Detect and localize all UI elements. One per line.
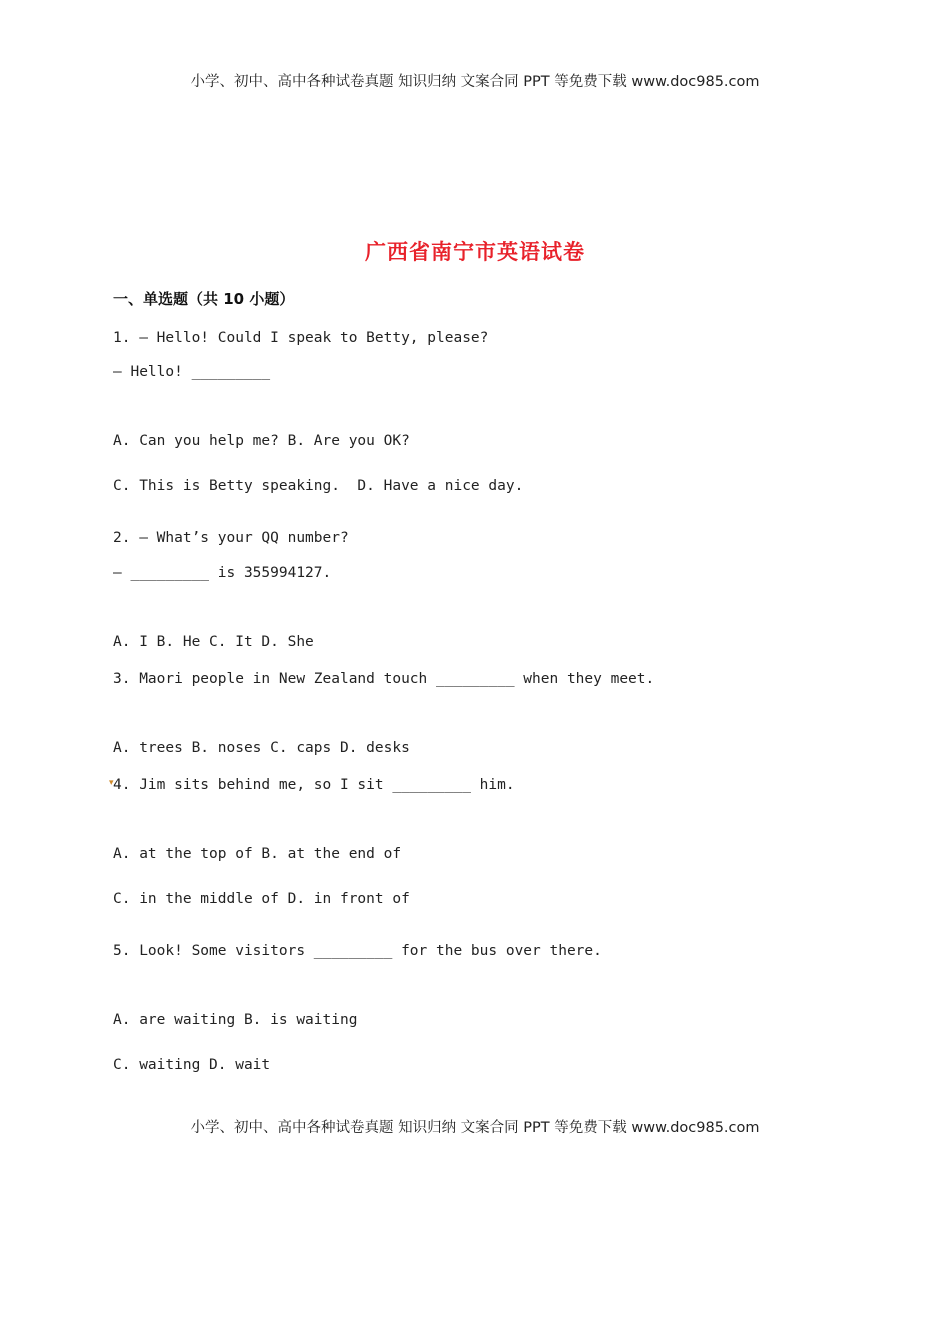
question-2-options: A. I B. He C. It D. She bbox=[113, 634, 314, 650]
question-3-prompt: 3. Maori people in New Zealand touch _________ when they meet. bbox=[113, 671, 655, 687]
question-5-options-ab: A. are waiting B. is waiting bbox=[113, 1012, 358, 1028]
question-5-prompt: 5. Look! Some visitors _________ for the bus over there. bbox=[113, 943, 602, 959]
question-4-options-ab: A. at the top of B. at the end of bbox=[113, 846, 402, 862]
question-1-options-cd: C. This is Betty speaking. D. Have a nice day. bbox=[113, 478, 524, 494]
question-2-reply: — _________ is 355994127. bbox=[113, 565, 332, 581]
page-header-banner: 小学、初中、高中各种试卷真题 知识归纳 文案合同 PPT 等免费下载 www.doc985.com bbox=[190, 74, 760, 90]
document-title: 广西省南宁市英语试卷 bbox=[365, 239, 585, 264]
question-4-prompt: 4. Jim sits behind me, so I sit _________ him. bbox=[113, 777, 515, 793]
question-5-options-cd: C. waiting D. wait bbox=[113, 1057, 271, 1073]
page-footer-banner: 小学、初中、高中各种试卷真题 知识归纳 文案合同 PPT 等免费下载 www.doc985.com bbox=[190, 1120, 760, 1136]
question-1-options-ab: A. Can you help me? B. Are you OK? bbox=[113, 433, 410, 449]
question-4-options-cd: C. in the middle of D. in front of bbox=[113, 891, 410, 907]
section-heading: 一、单选题（共 10 小题） bbox=[113, 290, 295, 308]
question-3-options: A. trees B. noses C. caps D. desks bbox=[113, 740, 410, 756]
question-1-reply: — Hello! _________ bbox=[113, 364, 271, 380]
question-1-prompt: 1. — Hello! Could I speak to Betty, please? bbox=[113, 330, 489, 346]
question-2-prompt: 2. — What’s your QQ number? bbox=[113, 530, 349, 546]
editor-mark-icon: ▾ bbox=[109, 778, 114, 788]
